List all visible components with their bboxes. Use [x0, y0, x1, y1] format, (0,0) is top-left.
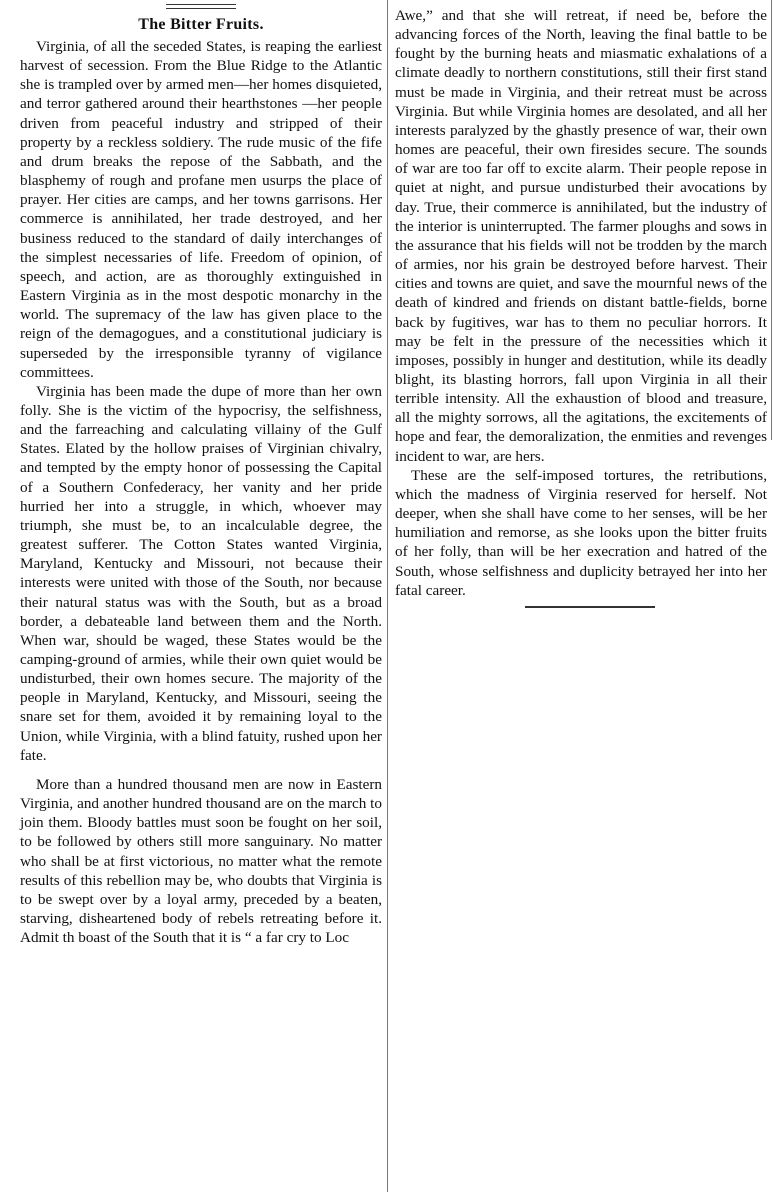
- paragraph-2: Virginia has been made the dupe of more than her own folly. She is the victim of the hypocrisy, the selfishness, and the farreaching and calculating villainy of the Gulf States. Elated by the hollow praises of Virginian chivalry, and tempted by the empty honor of possessing the Capital of a Southern Confederacy, her vanity and her pride hurried her into a struggle, in which, whoever may triumph, she must be, to an incalculable degree, the greatest sufferer. The Cotton States wanted Virginia, Maryland, Kentucky and Missouri, not because their interests were united with those of the South, nor because their natural status was with the South, but as a broad border, a debateable land between them and the North. When war, should be waged, these States would be the camping-ground of armies, while their own quiet would be undisturbed, their own homes secure. The majority of the people in Maryland, Kentucky, and Missouri, seeing the snare set for them, avoided it by remaining loyal to the Union, while Virginia, with a blind fatuity, rushed upon her fate.: [20, 382, 382, 764]
- paragraph-1: Virginia, of all the seceded States, is reaping the earliest harvest of secession. From the Blue Ridge to the Atlantic she is trampled over by armed men—her homes disquieted, and terror gathered around their hearthstones —her people driven from peaceful industry and stripped of their property by a reckless soldiery. The rude music of the fife and drum breaks the repose of the Sabbath, and the blasphemy of rough and profane men usurps the place of prayer. Her cities are camps, and her towns garrisons. Her commerce is annihilated, her trade destroyed, and her business reduced to the standard of daily interchanges of the simplest necessaries of life. Freedom of opinion, of speech, and action, are as thoroughly extinguished in Eastern Virginia as in the most despotic monarchy in the world. The supremacy of the law has given place to the reign of the demagogues, and a constitutional judiciary is superseded by the irresponsible tyranny of vigilance committees.: [20, 38, 382, 381]
- column-divider: [387, 0, 388, 1192]
- article-title: The Bitter Fruits.: [138, 16, 264, 33]
- right-column: [395, 0, 767, 608]
- left-column: [20, 0, 382, 947]
- paragraph-4: These are the self-imposed tortures, the retributions, which the madness of Virginia reserved for herself. Not deeper, when she shall have come to her senses, will be her humiliation and remorse, as she looks upon the bitter fruits of her folly, than will be her execration and hatred of the South, whose selfishness and duplicity betrayed her into her fatal career.: [395, 466, 767, 599]
- title-ornament: [166, 4, 236, 9]
- article-end-rule: [525, 606, 655, 608]
- paragraph-3-continued: Awe,” and that she will retreat, if need be, before the advancing forces of the North, leaving the final battle to be fought by the burning heats and miasmatic exhalations of a climate deadly to northern constitutions, still their first stand must be made in Virginia, and their retreat must be across Virginia. But while Virginia homes are desolated, and all her interests paralyzed by the ghastly presence of war, their own homes are peaceful, their own firesides secure. The sounds of war are too far off to excite alarm. Their people repose in quiet at night, and pursue undisturbed their avocations by day. True, their commerce is annihilated, but the industry of the interior is uninterrupted. The farmer ploughs and sows in the assurance that his fields will not be trodden by the march of armies, nor his grain be destroyed before harvest. Their cities and towns are quiet, and save the mournful news of the death of kindred and friends on distant battle-fields, borne back by fugitives, war has to them no peculiar horrors. It may be felt in the pressure of the necessities which it imposes, possibly in hunger and destitution, while its deadly blight, its blasting horrors, fall upon Virginia in all their terrible intensity. All the exhaustion of blood and treasure, all the mighty sorrows, all the agitations, the excitements of hope and fear, the demoralization, the enmities and revenges incident to war, are hers.: [395, 7, 767, 465]
- paragraph-3: More than a hundred thousand men are now in Eastern Virginia, and another hundred thousand are on the march to join them. Bloody battles must soon be fought on her soil, to be followed by others still more sanguinary. No matter who shall be at first victorious, no matter what the remote results of this rebellion may be, who doubts that Virginia is to be swept over by a loyal army, preceded by a beaten, starving, disheartened body of rebels retreating before it. Admit th boast of the South that it is “ a far cry to Loc: [20, 775, 382, 947]
- right-edge-rule: [771, 0, 772, 440]
